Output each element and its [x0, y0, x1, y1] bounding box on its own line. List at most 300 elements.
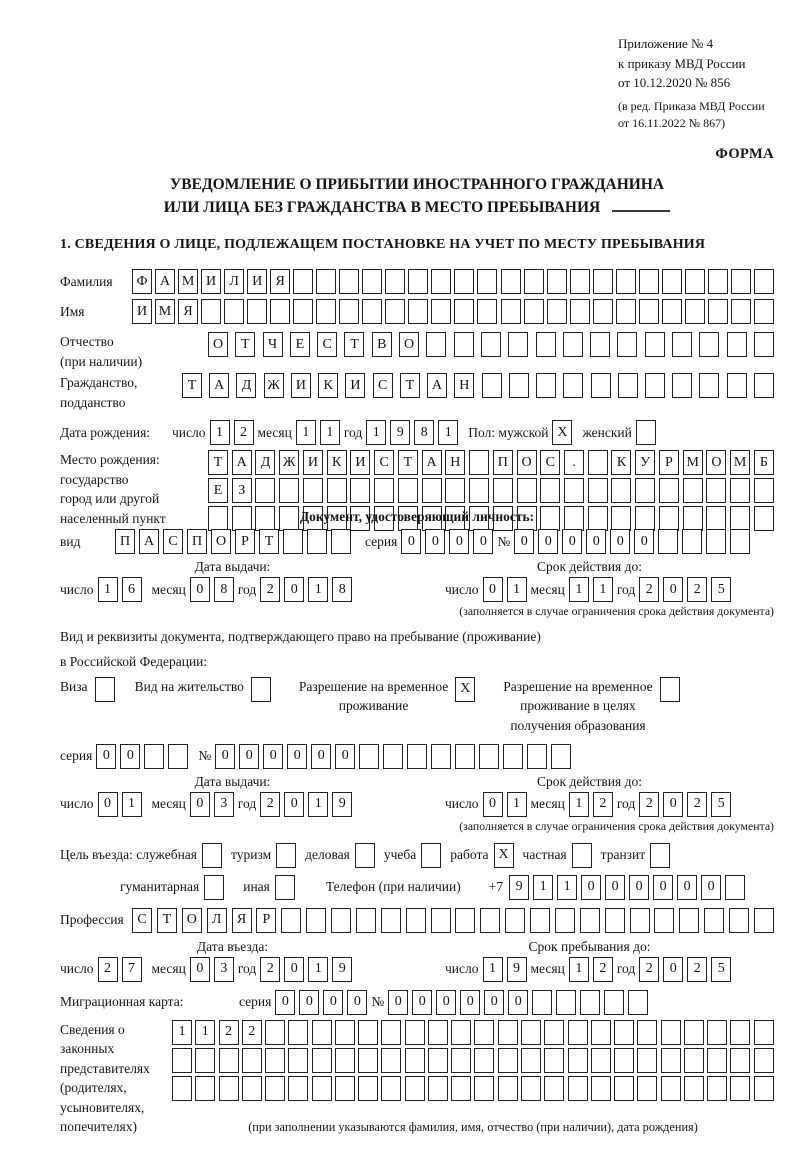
char-cell[interactable] [359, 744, 379, 769]
char-cell[interactable] [428, 1076, 448, 1101]
char-cell[interactable] [422, 478, 442, 503]
char-cell[interactable]: 0 [483, 792, 503, 817]
char-cell[interactable]: 0 [284, 792, 304, 817]
char-cell[interactable]: 1 [569, 792, 589, 817]
char-cell[interactable] [568, 1048, 588, 1073]
char-cell[interactable]: 1 [320, 420, 340, 445]
char-cell[interactable] [725, 875, 745, 900]
char-cell[interactable]: А [427, 373, 447, 398]
char-cell[interactable]: 0 [401, 529, 421, 554]
char-cell[interactable] [474, 1076, 494, 1101]
char-cell[interactable]: И [350, 450, 370, 475]
char-cell[interactable]: П [187, 529, 207, 554]
char-cell[interactable] [591, 1048, 611, 1073]
char-cell[interactable] [544, 1048, 564, 1073]
char-cell[interactable] [611, 478, 631, 503]
char-cell[interactable]: 0 [287, 744, 307, 769]
char-cell[interactable] [536, 332, 556, 357]
char-cell[interactable]: Т [235, 332, 255, 357]
char-cell[interactable] [362, 269, 382, 294]
char-cell[interactable]: 0 [190, 577, 210, 602]
char-cell[interactable] [684, 1020, 704, 1045]
char-cell[interactable]: 2 [260, 957, 280, 982]
char-cell[interactable]: К [327, 450, 347, 475]
char-cell[interactable] [551, 744, 571, 769]
checkbox-cell[interactable] [275, 875, 295, 900]
char-cell[interactable] [172, 1048, 192, 1073]
char-cell[interactable] [195, 1048, 215, 1073]
checkbox-cell[interactable] [660, 677, 680, 702]
char-cell[interactable] [683, 478, 703, 503]
char-cell[interactable]: 3 [214, 792, 234, 817]
char-cell[interactable] [662, 299, 682, 324]
char-cell[interactable]: 1 [308, 957, 328, 982]
char-cell[interactable]: 2 [242, 1020, 262, 1045]
char-cell[interactable]: М [155, 299, 175, 324]
char-cell[interactable]: Д [255, 450, 275, 475]
char-cell[interactable] [428, 1048, 448, 1073]
char-cell[interactable] [477, 299, 497, 324]
char-cell[interactable]: 1 [507, 577, 527, 602]
char-cell[interactable] [547, 269, 567, 294]
char-cell[interactable]: 0 [581, 875, 601, 900]
char-cell[interactable] [699, 373, 719, 398]
char-cell[interactable]: 0 [663, 957, 683, 982]
char-cell[interactable]: 2 [687, 957, 707, 982]
char-cell[interactable] [524, 299, 544, 324]
char-cell[interactable] [521, 1020, 541, 1045]
char-cell[interactable]: Т [398, 450, 418, 475]
char-cell[interactable] [498, 1048, 518, 1073]
char-cell[interactable]: А [422, 450, 442, 475]
char-cell[interactable] [356, 908, 376, 933]
char-cell[interactable]: 2 [593, 792, 613, 817]
char-cell[interactable] [358, 1076, 378, 1101]
char-cell[interactable]: М [178, 269, 198, 294]
char-cell[interactable] [591, 1020, 611, 1045]
char-cell[interactable]: М [683, 450, 703, 475]
char-cell[interactable] [707, 1048, 727, 1073]
char-cell[interactable] [524, 269, 544, 294]
char-cell[interactable] [312, 1020, 332, 1045]
char-cell[interactable]: 0 [323, 990, 343, 1015]
char-cell[interactable]: Т [344, 332, 364, 357]
char-cell[interactable] [727, 373, 747, 398]
char-cell[interactable] [730, 1076, 750, 1101]
char-cell[interactable]: 0 [190, 792, 210, 817]
char-cell[interactable]: С [540, 450, 560, 475]
char-cell[interactable] [144, 744, 164, 769]
char-cell[interactable] [754, 1048, 774, 1073]
char-cell[interactable] [616, 299, 636, 324]
char-cell[interactable] [480, 908, 500, 933]
char-cell[interactable] [293, 299, 313, 324]
char-cell[interactable]: 0 [263, 744, 283, 769]
char-cell[interactable] [431, 269, 451, 294]
char-cell[interactable] [508, 332, 528, 357]
char-cell[interactable]: И [345, 373, 365, 398]
char-cell[interactable]: 0 [412, 990, 432, 1015]
char-cell[interactable] [288, 1048, 308, 1073]
char-cell[interactable]: 2 [234, 420, 254, 445]
char-cell[interactable]: Р [256, 908, 276, 933]
char-cell[interactable]: 8 [332, 577, 352, 602]
char-cell[interactable] [195, 1076, 215, 1101]
char-cell[interactable]: 0 [629, 875, 649, 900]
char-cell[interactable]: 1 [172, 1020, 192, 1045]
char-cell[interactable]: 2 [219, 1020, 239, 1045]
char-cell[interactable] [431, 299, 451, 324]
char-cell[interactable]: 0 [449, 529, 469, 554]
char-cell[interactable] [588, 506, 608, 531]
char-cell[interactable] [265, 1048, 285, 1073]
char-cell[interactable]: 5 [711, 577, 731, 602]
char-cell[interactable] [426, 332, 446, 357]
char-cell[interactable]: О [706, 450, 726, 475]
char-cell[interactable] [635, 478, 655, 503]
char-cell[interactable] [706, 506, 726, 531]
char-cell[interactable] [281, 908, 301, 933]
char-cell[interactable]: 0 [586, 529, 606, 554]
char-cell[interactable]: 0 [610, 529, 630, 554]
char-cell[interactable]: 8 [214, 577, 234, 602]
char-cell[interactable]: 0 [347, 990, 367, 1015]
char-cell[interactable]: 0 [284, 577, 304, 602]
char-cell[interactable] [331, 529, 351, 554]
char-cell[interactable]: О [182, 908, 202, 933]
char-cell[interactable]: 2 [593, 957, 613, 982]
char-cell[interactable] [358, 1048, 378, 1073]
char-cell[interactable] [279, 478, 299, 503]
char-cell[interactable] [617, 332, 637, 357]
char-cell[interactable] [383, 744, 403, 769]
char-cell[interactable]: 1 [366, 420, 386, 445]
char-cell[interactable]: О [208, 332, 228, 357]
char-cell[interactable] [570, 269, 590, 294]
char-cell[interactable] [754, 908, 774, 933]
char-cell[interactable]: 0 [120, 744, 140, 769]
char-cell[interactable]: 0 [284, 957, 304, 982]
char-cell[interactable] [509, 373, 529, 398]
char-cell[interactable] [618, 373, 638, 398]
char-cell[interactable] [498, 1076, 518, 1101]
char-cell[interactable]: 5 [711, 792, 731, 817]
char-cell[interactable] [381, 908, 401, 933]
char-cell[interactable]: 0 [473, 529, 493, 554]
char-cell[interactable] [707, 1076, 727, 1101]
char-cell[interactable]: 9 [509, 875, 529, 900]
char-cell[interactable] [729, 908, 749, 933]
checkbox-cell[interactable] [202, 843, 222, 868]
char-cell[interactable] [232, 506, 252, 531]
char-cell[interactable] [350, 478, 370, 503]
char-cell[interactable] [591, 1076, 611, 1101]
char-cell[interactable] [544, 1076, 564, 1101]
char-cell[interactable] [454, 269, 474, 294]
char-cell[interactable] [172, 1076, 192, 1101]
char-cell[interactable]: 8 [414, 420, 434, 445]
char-cell[interactable] [605, 908, 625, 933]
char-cell[interactable] [685, 299, 705, 324]
char-cell[interactable] [593, 269, 613, 294]
char-cell[interactable] [639, 269, 659, 294]
char-cell[interactable]: К [318, 373, 338, 398]
char-cell[interactable] [527, 744, 547, 769]
char-cell[interactable]: А [232, 450, 252, 475]
char-cell[interactable]: 3 [214, 957, 234, 982]
char-cell[interactable]: 1 [533, 875, 553, 900]
char-cell[interactable] [628, 990, 648, 1015]
char-cell[interactable] [635, 506, 655, 531]
checkbox-cell[interactable]: X [552, 420, 572, 445]
char-cell[interactable] [706, 529, 726, 554]
char-cell[interactable] [659, 506, 679, 531]
char-cell[interactable]: С [374, 450, 394, 475]
char-cell[interactable] [455, 744, 475, 769]
char-cell[interactable] [564, 506, 584, 531]
char-cell[interactable]: 9 [332, 792, 352, 817]
checkbox-cell[interactable] [572, 843, 592, 868]
char-cell[interactable] [685, 269, 705, 294]
char-cell[interactable]: 0 [663, 577, 683, 602]
char-cell[interactable]: 0 [484, 990, 504, 1015]
char-cell[interactable] [408, 299, 428, 324]
char-cell[interactable] [754, 299, 774, 324]
char-cell[interactable] [754, 478, 774, 503]
checkbox-cell[interactable]: X [494, 843, 514, 868]
char-cell[interactable] [672, 373, 692, 398]
char-cell[interactable] [265, 1076, 285, 1101]
char-cell[interactable] [639, 299, 659, 324]
char-cell[interactable] [616, 269, 636, 294]
char-cell[interactable] [754, 1076, 774, 1101]
char-cell[interactable] [637, 1020, 657, 1045]
char-cell[interactable] [699, 332, 719, 357]
char-cell[interactable] [754, 373, 774, 398]
char-cell[interactable] [331, 908, 351, 933]
char-cell[interactable] [645, 373, 665, 398]
char-cell[interactable]: Р [659, 450, 679, 475]
char-cell[interactable] [477, 269, 497, 294]
char-cell[interactable] [730, 1020, 750, 1045]
char-cell[interactable] [168, 744, 188, 769]
char-cell[interactable]: Ф [132, 269, 152, 294]
char-cell[interactable] [335, 1048, 355, 1073]
char-cell[interactable]: 0 [483, 577, 503, 602]
char-cell[interactable] [568, 1076, 588, 1101]
char-cell[interactable] [408, 269, 428, 294]
char-cell[interactable] [481, 332, 501, 357]
char-cell[interactable]: 0 [653, 875, 673, 900]
char-cell[interactable] [563, 332, 583, 357]
char-cell[interactable] [588, 478, 608, 503]
char-cell[interactable]: Ч [263, 332, 283, 357]
char-cell[interactable]: 0 [275, 990, 295, 1015]
char-cell[interactable] [754, 269, 774, 294]
char-cell[interactable]: 2 [639, 792, 659, 817]
char-cell[interactable] [381, 1048, 401, 1073]
char-cell[interactable] [362, 299, 382, 324]
char-cell[interactable] [563, 373, 583, 398]
char-cell[interactable]: К [611, 450, 631, 475]
char-cell[interactable] [540, 506, 560, 531]
char-cell[interactable]: 1 [296, 420, 316, 445]
char-cell[interactable] [451, 1076, 471, 1101]
char-cell[interactable]: 0 [425, 529, 445, 554]
checkbox-cell[interactable] [251, 677, 271, 702]
char-cell[interactable]: Р [235, 529, 255, 554]
checkbox-cell[interactable] [276, 843, 296, 868]
char-cell[interactable] [505, 908, 525, 933]
char-cell[interactable]: Е [290, 332, 310, 357]
char-cell[interactable] [730, 529, 750, 554]
char-cell[interactable]: 1 [308, 792, 328, 817]
char-cell[interactable]: С [373, 373, 393, 398]
checkbox-cell[interactable] [421, 843, 441, 868]
char-cell[interactable] [683, 506, 703, 531]
char-cell[interactable]: 2 [260, 792, 280, 817]
char-cell[interactable]: . [564, 450, 584, 475]
char-cell[interactable] [593, 299, 613, 324]
char-cell[interactable]: 1 [569, 957, 589, 982]
char-cell[interactable] [684, 1076, 704, 1101]
char-cell[interactable]: 0 [436, 990, 456, 1015]
checkbox-cell[interactable] [95, 677, 115, 702]
char-cell[interactable]: И [303, 450, 323, 475]
char-cell[interactable] [731, 269, 751, 294]
char-cell[interactable] [312, 1048, 332, 1073]
char-cell[interactable]: 1 [507, 792, 527, 817]
char-cell[interactable] [706, 478, 726, 503]
char-cell[interactable] [335, 1076, 355, 1101]
char-cell[interactable] [306, 908, 326, 933]
char-cell[interactable]: Н [445, 450, 465, 475]
char-cell[interactable]: 0 [634, 529, 654, 554]
char-cell[interactable]: И [291, 373, 311, 398]
char-cell[interactable]: 1 [557, 875, 577, 900]
char-cell[interactable] [469, 478, 489, 503]
char-cell[interactable] [455, 908, 475, 933]
char-cell[interactable] [406, 908, 426, 933]
char-cell[interactable]: Ж [279, 450, 299, 475]
char-cell[interactable]: Е [208, 478, 228, 503]
char-cell[interactable] [501, 299, 521, 324]
char-cell[interactable] [255, 478, 275, 503]
char-cell[interactable]: Т [157, 908, 177, 933]
char-cell[interactable] [451, 1048, 471, 1073]
char-cell[interactable]: 1 [122, 792, 142, 817]
char-cell[interactable]: 2 [687, 577, 707, 602]
char-cell[interactable] [684, 1048, 704, 1073]
char-cell[interactable]: 2 [639, 577, 659, 602]
char-cell[interactable] [454, 332, 474, 357]
char-cell[interactable] [339, 269, 359, 294]
char-cell[interactable] [672, 332, 692, 357]
char-cell[interactable] [662, 269, 682, 294]
char-cell[interactable] [445, 478, 465, 503]
char-cell[interactable]: 0 [98, 792, 118, 817]
char-cell[interactable] [405, 1076, 425, 1101]
char-cell[interactable] [564, 478, 584, 503]
char-cell[interactable]: А [155, 269, 175, 294]
char-cell[interactable] [614, 1076, 634, 1101]
char-cell[interactable] [474, 1048, 494, 1073]
char-cell[interactable]: 1 [569, 577, 589, 602]
char-cell[interactable]: Т [208, 450, 228, 475]
char-cell[interactable]: У [635, 450, 655, 475]
char-cell[interactable] [604, 990, 624, 1015]
char-cell[interactable]: О [399, 332, 419, 357]
checkbox-cell[interactable]: X [455, 677, 475, 702]
char-cell[interactable]: 0 [677, 875, 697, 900]
char-cell[interactable] [474, 1020, 494, 1045]
char-cell[interactable] [288, 1020, 308, 1045]
char-cell[interactable] [219, 1076, 239, 1101]
char-cell[interactable] [407, 744, 427, 769]
char-cell[interactable]: Я [270, 269, 290, 294]
char-cell[interactable]: В [372, 332, 392, 357]
char-cell[interactable] [405, 1020, 425, 1045]
char-cell[interactable] [431, 744, 451, 769]
char-cell[interactable] [530, 908, 550, 933]
char-cell[interactable]: А [139, 529, 159, 554]
char-cell[interactable] [219, 1048, 239, 1073]
char-cell[interactable]: С [317, 332, 337, 357]
char-cell[interactable] [385, 299, 405, 324]
char-cell[interactable] [611, 506, 631, 531]
checkbox-cell[interactable] [355, 843, 375, 868]
char-cell[interactable] [307, 529, 327, 554]
char-cell[interactable] [279, 506, 299, 531]
checkbox-cell[interactable] [204, 875, 224, 900]
char-cell[interactable]: П [115, 529, 135, 554]
char-cell[interactable]: С [132, 908, 152, 933]
char-cell[interactable] [637, 1048, 657, 1073]
char-cell[interactable] [316, 269, 336, 294]
char-cell[interactable]: 0 [538, 529, 558, 554]
checkbox-cell[interactable] [636, 420, 656, 445]
char-cell[interactable] [754, 332, 774, 357]
char-cell[interactable] [568, 1020, 588, 1045]
char-cell[interactable]: 1 [98, 577, 118, 602]
char-cell[interactable]: 9 [507, 957, 527, 982]
char-cell[interactable] [517, 478, 537, 503]
char-cell[interactable] [754, 1020, 774, 1045]
char-cell[interactable] [316, 299, 336, 324]
char-cell[interactable]: 9 [332, 957, 352, 982]
char-cell[interactable] [224, 299, 244, 324]
char-cell[interactable] [283, 529, 303, 554]
char-cell[interactable] [544, 1020, 564, 1045]
char-cell[interactable] [493, 478, 513, 503]
char-cell[interactable]: 0 [508, 990, 528, 1015]
char-cell[interactable]: Н [454, 373, 474, 398]
char-cell[interactable]: 0 [239, 744, 259, 769]
char-cell[interactable]: И [247, 269, 267, 294]
char-cell[interactable] [428, 1020, 448, 1045]
char-cell[interactable] [661, 1048, 681, 1073]
char-cell[interactable] [270, 299, 290, 324]
char-cell[interactable]: 1 [195, 1020, 215, 1045]
char-cell[interactable]: З [232, 478, 252, 503]
char-cell[interactable]: И [201, 269, 221, 294]
char-cell[interactable] [405, 1048, 425, 1073]
char-cell[interactable]: Я [178, 299, 198, 324]
char-cell[interactable] [358, 1020, 378, 1045]
char-cell[interactable] [540, 478, 560, 503]
char-cell[interactable]: 0 [562, 529, 582, 554]
char-cell[interactable] [265, 1020, 285, 1045]
